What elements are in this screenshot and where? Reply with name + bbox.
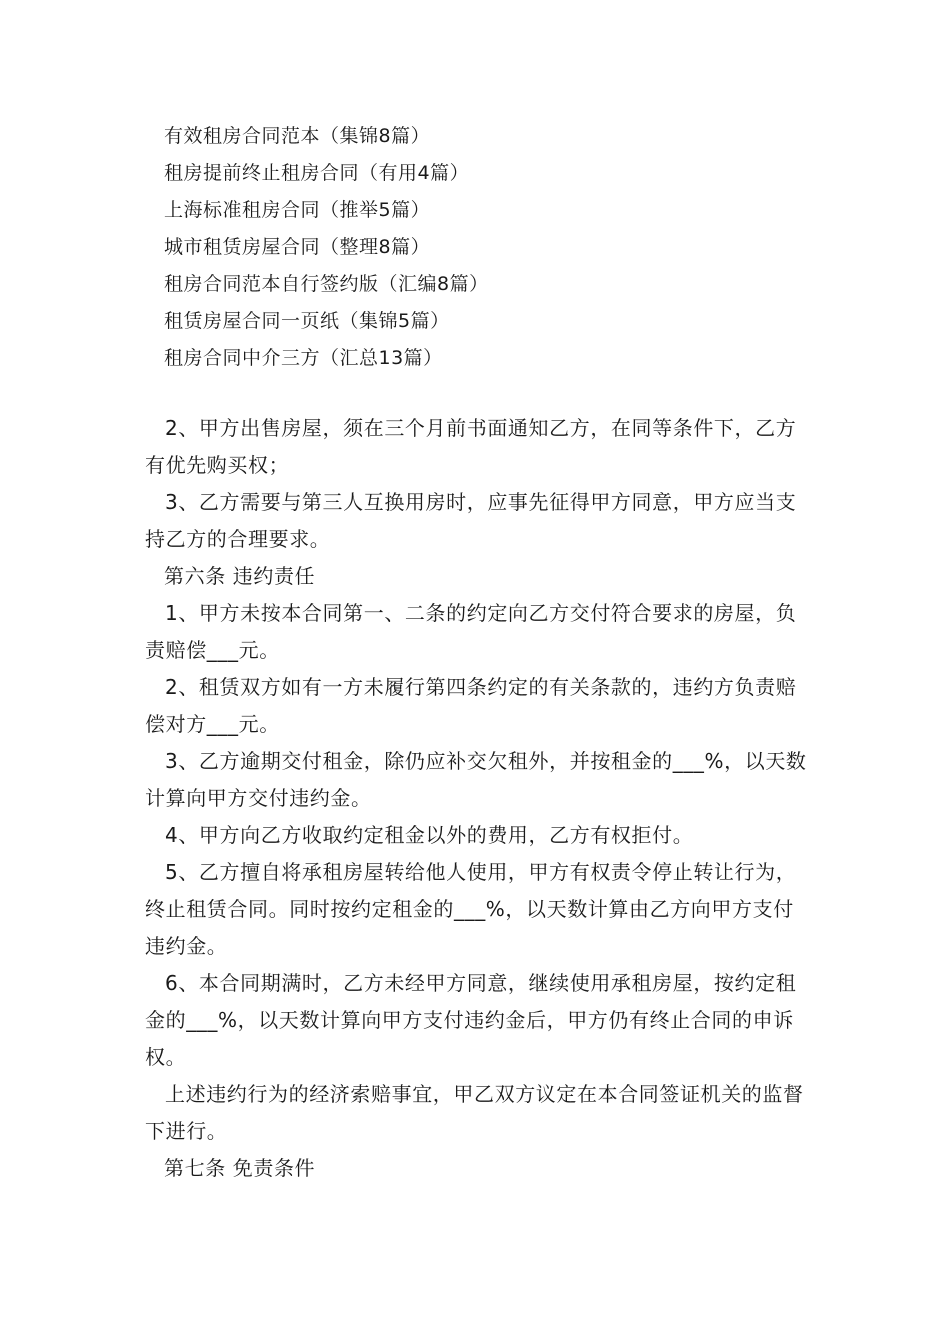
contract-clause: 3、乙方逾期交付租金，除仍应补交欠租外，并按租金的___%，以天数计算向甲方交付违约金。 bbox=[145, 749, 807, 810]
section-heading: 第六条 违约责任 bbox=[164, 564, 316, 588]
contract-clause: 上述违约行为的经济索赔事宜，甲乙双方议定在本合同签证机关的监督下进行。 bbox=[145, 1082, 804, 1143]
related-article-link[interactable]: 租房提前终止租房合同（有用4篇） bbox=[164, 162, 470, 184]
contract-clause: 3、乙方需要与第三人互换用房时，应事先征得甲方同意，甲方应当支持乙方的合理要求。 bbox=[145, 490, 797, 551]
related-articles-list bbox=[164, 118, 804, 377]
related-article-link[interactable]: 有效租房合同范本（集锦8篇） bbox=[164, 125, 431, 147]
contract-clause: 2、租赁双方如有一方未履行第四条约定的有关条款的，违约方负责赔偿对方___元。 bbox=[145, 675, 797, 736]
section-heading: 第七条 免责条件 bbox=[164, 1156, 316, 1180]
contract-clause: 2、甲方出售房屋，须在三个月前书面通知乙方，在同等条件下，乙方有优先购买权； bbox=[145, 416, 797, 477]
contract-clause: 6、本合同期满时，乙方未经甲方同意，继续使用承租房屋，按约定租金的___%，以天数计算向甲方支付违约金后，甲方仍有终止合同的申诉权。 bbox=[145, 971, 797, 1069]
related-article-link[interactable]: 城市租赁房屋合同（整理8篇） bbox=[164, 236, 431, 258]
related-article-link[interactable]: 租赁房屋合同一页纸（集锦5篇） bbox=[164, 310, 450, 332]
contract-clause: 5、乙方擅自将承租房屋转给他人使用，甲方有权责令停止转让行为，终止租赁合同。同时按约定租金的___%，以天数计算由乙方向甲方支付违约金。 bbox=[145, 860, 797, 958]
contract-clause: 4、甲方向乙方收取约定租金以外的费用，乙方有权拒付。 bbox=[165, 823, 694, 847]
related-article-link[interactable]: 租房合同范本自行签约版（汇编8篇） bbox=[164, 273, 489, 295]
related-article-link[interactable]: 上海标准租房合同（推举5篇） bbox=[164, 199, 431, 221]
related-article-link[interactable]: 租房合同中介三方（汇总13篇） bbox=[164, 347, 443, 369]
contract-clause: 1、甲方未按本合同第一、二条的约定向乙方交付符合要求的房屋，负责赔偿___元。 bbox=[145, 601, 797, 662]
contract-body bbox=[145, 410, 810, 1187]
